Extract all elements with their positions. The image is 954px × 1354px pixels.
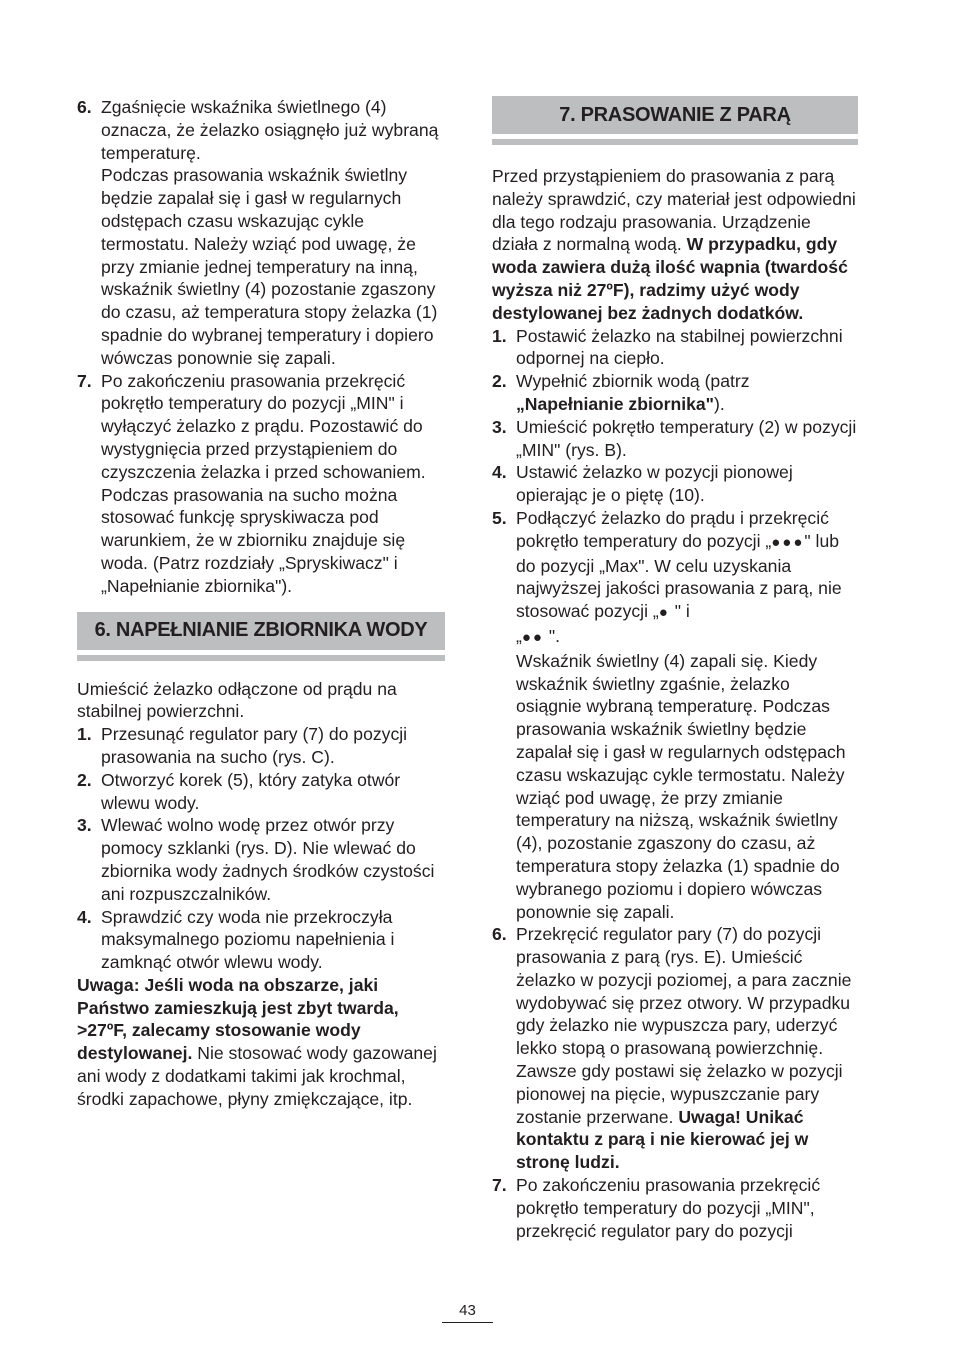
section-heading-text: 6. NAPEŁNIANIE ZBIORNIKA WODY — [94, 619, 428, 642]
list-item — [77, 723, 445, 769]
item-text-part: ". — [543, 625, 561, 646]
item-text-bold: Uwaga! Unikać kontaktu z parą i nie kierować jej w stronę ludzi. — [516, 1106, 809, 1173]
item-number: 5. — [492, 507, 507, 528]
paragraph: Umieścić żelazko odłączone od prądu na stabilnej powierzchni. — [77, 678, 397, 722]
item-text: Otworzyć korek (5), który zatyka otwór wlewu wody. — [101, 769, 401, 813]
item-text: Sprawdzić czy woda nie przekroczyła maksymalnego poziomu napełnienia i zamknąć otwór wlewu wody. — [101, 906, 395, 973]
item-text-part: " lub do pozycji „Max". W celu uzyskania najwyższej jakości prasowania z parą, nie stosować pozycji „ — [516, 530, 842, 622]
item-text: Przesunąć regulator pary (7) do pozycji prasowania na sucho (rys. C). — [101, 724, 408, 767]
item-text: Postawić żelazko na stabilnej powierzchni odpornej na ciepło. — [516, 325, 843, 369]
list-item — [77, 769, 445, 815]
section-heading-text: 7. PRASOWANIE Z PARĄ — [559, 103, 791, 126]
item-text-part: „ — [516, 625, 522, 646]
list-item — [492, 461, 858, 507]
item-text — [516, 370, 858, 416]
list-item — [492, 416, 858, 462]
list-item — [77, 906, 445, 974]
warning-note — [77, 974, 445, 1111]
item-text: Umieścić pokrętło temperatury (2) w pozycji „MIN" (rys. B). — [516, 416, 857, 460]
paragraph: Po zakończeniu prasowania przekręcić pokrętło temperatury do pozycji „MIN" i wyłączyć żelazko z prądu. Pozostawić do wystygnięcia przed przystąpieniem do czyszczenia żelazka i przed schowaniem. — [101, 370, 426, 482]
section-heading — [492, 96, 858, 134]
left-column — [77, 96, 445, 1111]
paragraph — [516, 507, 858, 650]
item-text-part: Przekręcić regulator pary (7) do pozycji prasowania z parą (rys. E). Umieścić żelazko w pozycji poziomej, a para zacznie wydobywać się przez otwory. W przypadku gdy żelazko nie wypuszcza pary, uderzyć lekko stopą o prasowaną powierzchnię. Zawsze gdy postawi się żelazko w pozycji pionowej na pięcie, wypuszczanie pary zostanie przerwane. — [516, 924, 852, 1127]
warning-note-text: Nie stosować wody gazowanej ani wody z dodatkami takimi jak krochmal, środki zapachowe, płyny zmiękczające, itp. — [77, 1043, 437, 1109]
page-number: 43 — [442, 1302, 493, 1323]
item-text-part: " i — [669, 601, 690, 622]
item-text-part: Podłączyć żelazko do prądu i przekręcić pokrętło temperatury do pozycji „ — [516, 507, 829, 551]
paragraph: Podczas prasowania wskaźnik świetlny będzie zapalał się i gasł w regularnych odstępach czasu wskazując cykle termostatu. Należy wziąć pod uwagę, że przy zmianie jednej temperatury na inną, wskaźnik świetlny (4) pozostanie zgaszony do czasu, aż temperatura stopy żelazka (1) spadnie do wybranej temperatury i dopiero wówczas ponownie się zapali. — [101, 165, 438, 368]
item-text — [516, 923, 858, 1174]
section-heading — [77, 612, 445, 650]
paragraph: Wskaźnik świetlny (4) zapali się. Kiedy wskaźnik świetlny zgaśnie, żelazko osiągnie wybraną temperaturę. Podczas prasowania wskaźnik świetlny będzie zapalał się i gasł w regularnych odstępach czasu wskazując cykle termostatu. Należy wziąć pod uwagę, że przy zmianie temperatury na niższą, wskaźnik świetlny (4), pozostanie zgaszony do czasu, aż temperatura stopy żelazka (1) spadnie do wybranego poziomu i dopiero wówczas ponownie się zapali. — [516, 650, 846, 922]
list-item — [492, 325, 858, 371]
list-item — [77, 814, 445, 905]
item-number: 6. — [77, 97, 92, 117]
item-text: Po zakończeniu prasowania przekręcić pokrętło temperatury do pozycji „MIN", przekręcić regulator pary do pozycji — [516, 1175, 821, 1241]
list-item — [77, 370, 445, 598]
list-item — [492, 1174, 858, 1242]
intro-text: Przed przystąpieniem do prasowania z parą należy sprawdzić, czy materiał jest odpowiedni dla tego rodzaju prasowania. Urządzenie działa z normalną wodą. — [492, 166, 856, 255]
list-item — [77, 96, 445, 370]
item-number: 7. — [492, 1175, 507, 1196]
item-text-part: Wypełnić zbiornik wodą (patrz — [516, 371, 750, 392]
temperature-dot-icon: ● — [658, 604, 670, 622]
intro-bold: W przypadku, gdy woda zawiera dużą ilość wapnia (twardość wyższa niż 27ºF), radzimy użyć wody destylowanej bez żadnych dodatków. — [492, 234, 848, 323]
item-text: Ustawić żelazko w pozycji pionowej opierając je o piętę (10). — [516, 462, 793, 506]
item-number: 1. — [77, 724, 92, 745]
item-number: 2. — [492, 371, 507, 392]
paragraph — [492, 165, 858, 325]
item-number: 6. — [492, 924, 507, 945]
temperature-dots-icon: ●● — [521, 628, 544, 646]
item-text-part: ). — [714, 393, 725, 414]
item-text: Wlewać wolno wodę przez otwór przy pomocy szklanki (rys. D). Nie wlewać do zbiornika wody żadnych środków czystości ani rozpuszczalników. — [101, 815, 435, 904]
item-text-bold: „Napełnianie zbiornika" — [516, 393, 715, 414]
right-column — [492, 96, 858, 1242]
item-number: 1. — [492, 325, 507, 346]
item-number: 2. — [77, 769, 92, 790]
item-number: 3. — [492, 416, 507, 437]
warning-note-bold: Uwaga: Jeśli woda na obszarze, jaki Państwo zamieszkują jest zbyt twarda, >27ºF, zalecamy stosowanie wody destylowanej. — [77, 974, 399, 1064]
temperature-dots-icon: ●●● — [771, 533, 805, 551]
list-item — [492, 923, 858, 1174]
list-item — [492, 370, 858, 416]
item-number: 4. — [77, 906, 92, 927]
item-number: 3. — [77, 815, 92, 836]
paragraph: Podczas prasowania na sucho można stosować funkcję spryskiwacza pod warunkiem, że w zbiorniku znajduje się woda. (Patrz rozdziały „Spryskiwacz" i „Napełnianie zbiornika"). — [101, 484, 406, 596]
item-number: 7. — [77, 370, 92, 391]
list-item — [492, 507, 858, 923]
paragraph: Zgaśnięcie wskaźnika świetlnego (4) oznacza, że żelazko osiągnęło już wybraną temperaturę. — [101, 97, 439, 163]
item-number: 4. — [492, 462, 507, 483]
